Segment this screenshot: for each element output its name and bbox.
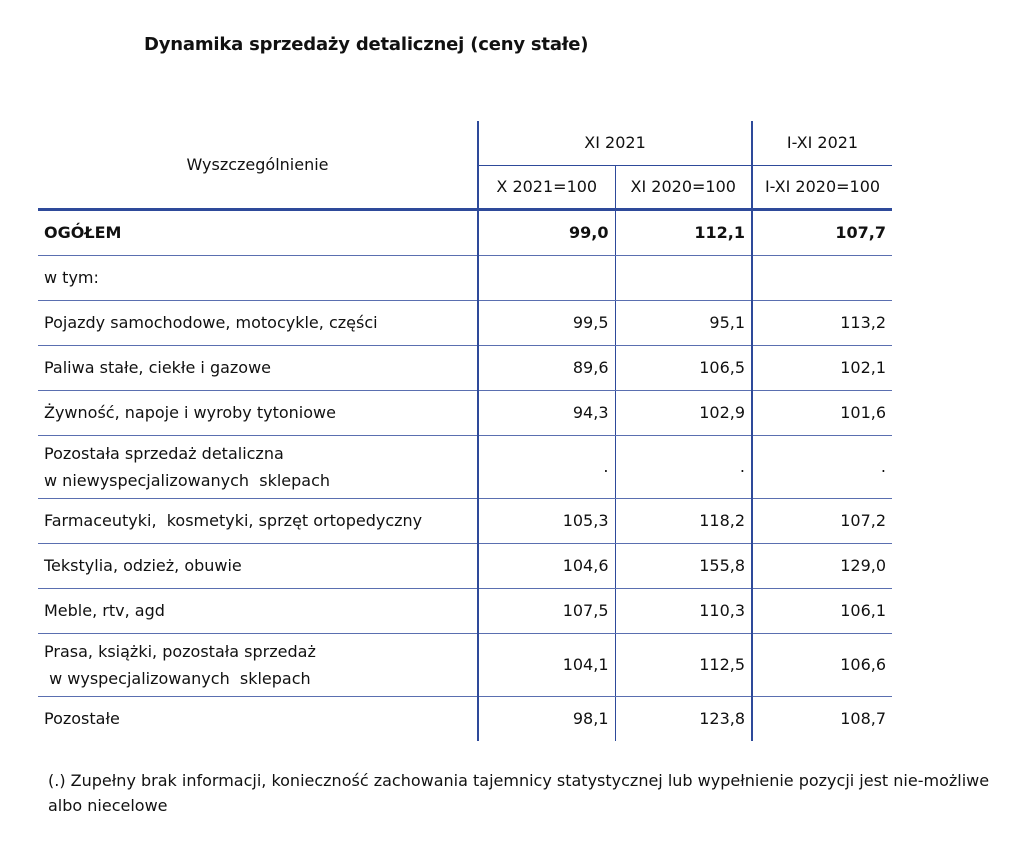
table-row bbox=[38, 390, 892, 435]
row-value-ixi2020: 108,7 bbox=[752, 696, 892, 741]
sales-dynamics-table bbox=[38, 121, 892, 741]
row-label-line2: w niewyspecjalizowanych sklepach bbox=[44, 470, 331, 490]
row-label: Paliwa stałe, ciekłe i gazowe bbox=[38, 345, 478, 390]
header-col-x2021: X 2021=100 bbox=[478, 165, 615, 209]
row-value-x2021: 98,1 bbox=[478, 696, 615, 741]
row-label: w tym: bbox=[38, 255, 478, 300]
row-value-xi2020: 123,8 bbox=[615, 696, 752, 741]
row-value-ixi2020: . bbox=[752, 435, 892, 498]
row-label: Pojazdy samochodowe, motocykle, części bbox=[38, 300, 478, 345]
row-value-x2021: 94,3 bbox=[478, 390, 615, 435]
row-label: Pozostałe bbox=[44, 709, 120, 728]
row-value-x2021: 105,3 bbox=[478, 498, 615, 543]
row-value-x2021: 104,1 bbox=[478, 633, 615, 696]
header-col-ixi2020: I-XI 2020=100 bbox=[752, 165, 892, 209]
row-value-x2021: 99,0 bbox=[478, 209, 615, 255]
row-value-x2021: 89,6 bbox=[478, 345, 615, 390]
row-label bbox=[38, 435, 478, 498]
table-row-w-tym bbox=[38, 255, 892, 300]
row-value-xi2020: 118,2 bbox=[615, 498, 752, 543]
row-value-xi2020: . bbox=[615, 435, 752, 498]
row-value-xi2020: 112,1 bbox=[615, 209, 752, 255]
row-label bbox=[38, 633, 478, 696]
row-label: OGÓŁEM bbox=[38, 209, 478, 255]
row-value-x2021: . bbox=[478, 435, 615, 498]
table-row-ogolem bbox=[38, 209, 892, 255]
page-title: Dynamika sprzedaży detalicznej (ceny stałe) bbox=[144, 34, 589, 55]
row-value-ixi2020: 107,2 bbox=[752, 498, 892, 543]
row-label-line1: Pozostała sprzedaż detaliczna bbox=[44, 443, 284, 463]
row-label-line1: Prasa, książki, pozostała sprzedaż bbox=[44, 641, 316, 661]
row-value-xi2020 bbox=[615, 255, 752, 300]
row-label: Tekstylia, odzież, obuwie bbox=[38, 543, 478, 588]
table-row bbox=[38, 633, 892, 696]
row-label: Meble, rtv, agd bbox=[38, 588, 478, 633]
row-value-ixi2020: 106,6 bbox=[752, 633, 892, 696]
table-row bbox=[38, 696, 892, 741]
row-value-ixi2020: 107,7 bbox=[752, 209, 892, 255]
table-row bbox=[38, 435, 892, 498]
row-value-xi2020: 106,5 bbox=[615, 345, 752, 390]
row-label: Żywność, napoje i wyroby tytoniowe bbox=[38, 390, 478, 435]
table-row bbox=[38, 543, 892, 588]
header-label: Wyszczególnienie bbox=[38, 121, 478, 209]
row-value-ixi2020: 129,0 bbox=[752, 543, 892, 588]
header-group-i-xi-2021: I-XI 2021 bbox=[752, 121, 892, 165]
table-row bbox=[38, 300, 892, 345]
table-row bbox=[38, 345, 892, 390]
row-value-x2021 bbox=[478, 255, 615, 300]
row-value-xi2020: 102,9 bbox=[615, 390, 752, 435]
row-value-x2021: 107,5 bbox=[478, 588, 615, 633]
header-col-xi2020: XI 2020=100 bbox=[615, 165, 752, 209]
row-value-xi2020: 95,1 bbox=[615, 300, 752, 345]
footnote: (.) Zupełny brak informacji, konieczność zachowania tajemnicy statystycznej lub wypełnienie pozycji jest nie-możliwe albo niecelowe bbox=[48, 771, 990, 815]
row-value-xi2020: 112,5 bbox=[615, 633, 752, 696]
row-value-xi2020: 110,3 bbox=[615, 588, 752, 633]
row-value-ixi2020: 106,1 bbox=[752, 588, 892, 633]
header-group-xi-2021: XI 2021 bbox=[478, 121, 752, 165]
row-value-x2021: 104,6 bbox=[478, 543, 615, 588]
row-value-ixi2020: 102,1 bbox=[752, 345, 892, 390]
table-row bbox=[38, 498, 892, 543]
row-value-ixi2020: 113,2 bbox=[752, 300, 892, 345]
row-value-xi2020: 155,8 bbox=[615, 543, 752, 588]
table-row bbox=[38, 588, 892, 633]
row-value-ixi2020: 101,6 bbox=[752, 390, 892, 435]
row-label-line2: w wyspecjalizowanych sklepach bbox=[44, 668, 311, 688]
row-value-ixi2020 bbox=[752, 255, 892, 300]
row-value-x2021: 99,5 bbox=[478, 300, 615, 345]
row-label: Farmaceutyki, kosmetyki, sprzęt ortopedyczny bbox=[38, 498, 478, 543]
